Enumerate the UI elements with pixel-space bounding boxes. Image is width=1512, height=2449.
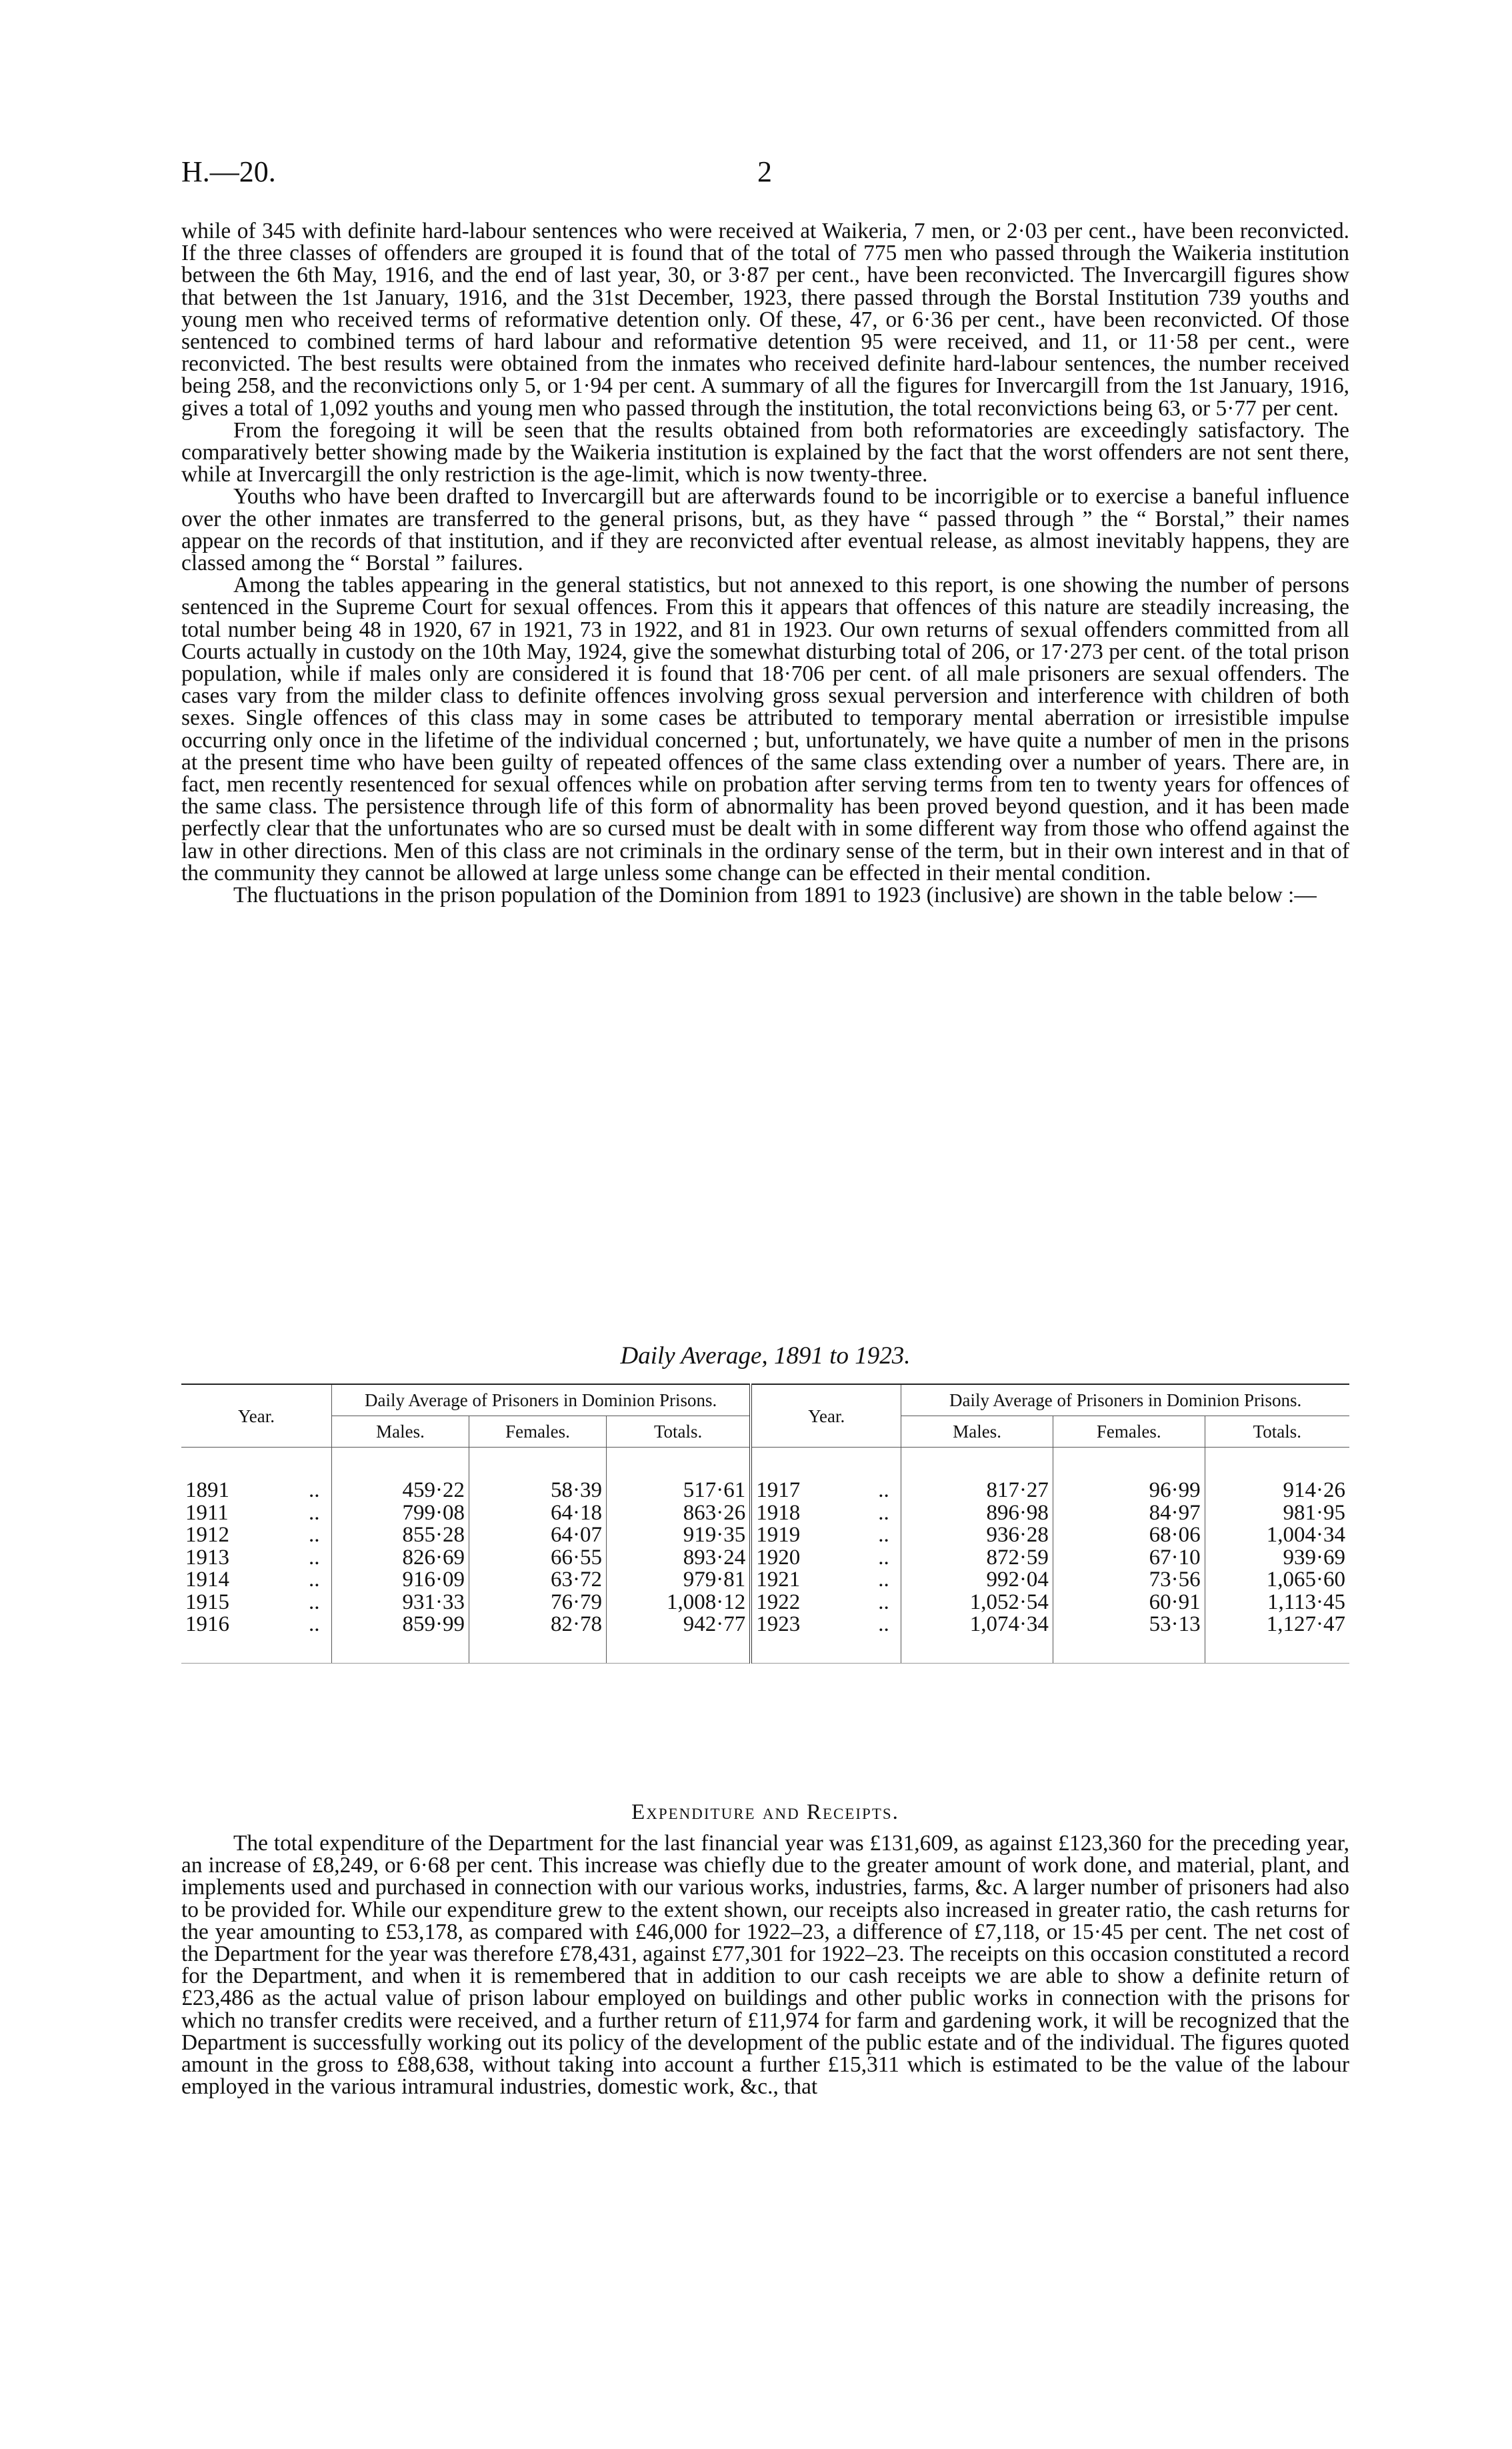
year-cell: 1920 xyxy=(756,1545,801,1570)
females-cell: 82·78 xyxy=(469,1614,606,1636)
females-cell: 68·06 xyxy=(1053,1524,1205,1547)
females-cell: 66·55 xyxy=(469,1547,606,1570)
leader-dots: .. xyxy=(867,1480,901,1502)
totals-cell: 893·24 xyxy=(606,1547,751,1570)
group-header: Daily Average of Prisoners in Dominion Prisons. xyxy=(331,1384,751,1416)
totals-header: Totals. xyxy=(606,1416,751,1448)
females-header: Females. xyxy=(1053,1416,1205,1448)
males-cell: 1,052·54 xyxy=(901,1592,1053,1614)
section-heading: Expenditure and Receipts. xyxy=(631,1800,899,1824)
year-cell: 1916 xyxy=(185,1612,229,1636)
totals-cell: 919·35 xyxy=(606,1524,751,1547)
totals-cell: 981·95 xyxy=(1283,1500,1345,1525)
leader-dots: .. xyxy=(867,1569,901,1592)
males-cell: 826·69 xyxy=(331,1547,469,1570)
leader-dots: .. xyxy=(297,1502,331,1525)
leader-dots: .. xyxy=(867,1614,901,1636)
totals-cell: 1,113·45 xyxy=(1267,1590,1345,1614)
totals-cell: 914·26 xyxy=(1283,1478,1345,1502)
males-cell: 992·04 xyxy=(901,1569,1053,1592)
table-row xyxy=(181,1502,1349,1525)
totals-cell: 517·61 xyxy=(606,1480,751,1502)
body-text-expenditure xyxy=(181,1832,1349,2098)
table-row xyxy=(181,1614,1349,1636)
females-cell: 64·07 xyxy=(469,1524,606,1547)
females-cell: 60·91 xyxy=(1053,1592,1205,1614)
body-text xyxy=(181,220,1349,906)
females-cell: 84·97 xyxy=(1053,1502,1205,1525)
year-cell: 1922 xyxy=(756,1590,801,1614)
table-row xyxy=(181,1480,1349,1502)
year-cell: 1891 xyxy=(185,1478,229,1502)
year-cell: 1921 xyxy=(756,1568,801,1592)
paragraph: The fluctuations in the prison population of the Dominion from 1891 to 1923 (inclusive) are shown in the table below :— xyxy=(233,883,1317,908)
leader-dots: .. xyxy=(867,1524,901,1547)
table-row xyxy=(181,1547,1349,1570)
year-cell: 1923 xyxy=(756,1612,801,1636)
totals-cell: 942·77 xyxy=(606,1614,751,1636)
year-cell: 1915 xyxy=(185,1590,229,1614)
females-cell: 63·72 xyxy=(469,1569,606,1592)
year-header: Year. xyxy=(181,1384,331,1448)
year-cell: 1917 xyxy=(756,1478,801,1502)
year-cell: 1913 xyxy=(185,1545,229,1570)
paragraph: while of 345 with definite hard-labour sentences who were received at Waikeria, 7 men, or 2·03 per cent., have been reconvicted. If the three classes of offenders are grouped it is found that of the total of 775 men who passed through the Waikeria institution between the 6th May, 1916, and the end of last year, 30, or 3·87 per cent., have been reconvicted. The Invercargill figures show that between the 1st January, 1916, and the 31st December, 1923, there passed through the Borstal Institution 739 youths and young men who received terms of reformative detention only. Of these, 47, or 6·36 per cent., have been reconvicted. Of those sentenced to combined terms of hard labour and reformative detention 95 were received, and 11, or 11·58 per cent., were reconvicted. The best results were obtained from the inmates who received definite hard-labour sentences, the number received being 258, and the reconvictions only 5, or 1·94 per cent. A summary of all the figures for Invercargill from the 1st January, 1916, gives a total of 1,092 youths and young men who passed through the institution, the total reconvictions being 63, or 5·77 per cent. xyxy=(181,219,1349,421)
paragraph: Youths who have been drafted to Invercargill but are afterwards found to be incorrigible or to exercise a baneful influence over the other inmates are transferred to the general prisons, but, as they have “ passed through ” the “ Borstal,” their names appear on the records of that institution, and if they are reconvicted after eventual release, as almost inevitably happens, they are classed among the “ Borstal ” failures. xyxy=(181,484,1349,576)
year-cell: 1912 xyxy=(185,1523,229,1547)
females-cell: 64·18 xyxy=(469,1502,606,1525)
totals-cell: 1,065·60 xyxy=(1266,1568,1345,1592)
totals-cell: 939·69 xyxy=(1283,1545,1345,1570)
page-number: 2 xyxy=(757,155,772,188)
leader-dots: .. xyxy=(297,1614,331,1636)
males-cell: 859·99 xyxy=(331,1614,469,1636)
prison-population-table xyxy=(181,1384,1349,1664)
group-header: Daily Average of Prisoners in Dominion Prisons. xyxy=(901,1384,1349,1416)
totals-cell: 863·26 xyxy=(606,1502,751,1525)
year-cell: 1918 xyxy=(756,1500,801,1525)
table-row xyxy=(181,1524,1349,1547)
males-cell: 896·98 xyxy=(901,1502,1053,1525)
totals-cell: 1,127·47 xyxy=(1266,1612,1345,1636)
leader-dots: .. xyxy=(297,1592,331,1614)
paragraph: Among the tables appearing in the general statistics, but not annexed to this report, is one showing the number of persons sentenced in the Supreme Court for sexual offences. From this it appears that offences of this nature are steadily increasing, the total number being 48 in 1920, 67 in 1921, 73 in 1922, and 81 in 1923. Our own returns of sexual offenders committed from all Courts actually in custody on the 10th May, 1924, give the somewhat disturbing total of 206, or 17·273 per cent. of the total prison population, while if males only are considered it is found that 18·706 per cent. of all male prisoners are sexual offenders. The cases vary from the milder class to definite offences involving gross sexual perversion and interference with children of both sexes. Single offences of this class may in some cases be attributed to temporary mental aberration or irresistible impulse occurring only once in the lifetime of the individual concerned ; but, unfortunately, we have quite a number of men in the prisons at the present time who have been guilty of repeated offences of the same class extending over a number of years. There are, in fact, men recently resentenced for sexual offences while on probation after serving terms from ten to twenty years for offences of the same class. The persistence through life of this form of abnormality has been proved beyond question, and it has been made perfectly clear that the unfortunates who are so cursed must be dealt with in some different way from those who offend against the law in other directions. Men of this class are not criminals in the ordinary sense of the term, but in their own interest and in that of the community they cannot be allowed at large unless some change can be effected in their mental condition. xyxy=(181,573,1349,885)
leader-dots: .. xyxy=(867,1547,901,1570)
totals-cell: 979·81 xyxy=(606,1569,751,1592)
leader-dots: .. xyxy=(297,1480,331,1502)
leader-dots: .. xyxy=(297,1547,331,1570)
females-header: Females. xyxy=(469,1416,606,1448)
females-cell: 53·13 xyxy=(1053,1614,1205,1636)
table-row xyxy=(181,1592,1349,1614)
leader-dots: .. xyxy=(867,1502,901,1525)
males-cell: 1,074·34 xyxy=(901,1614,1053,1636)
leader-dots: .. xyxy=(297,1569,331,1592)
females-cell: 96·99 xyxy=(1053,1480,1205,1502)
document-code: H.—20. xyxy=(181,155,276,188)
table-title: Daily Average, 1891 to 1923. xyxy=(620,1342,911,1370)
paragraph: The total expenditure of the Department for the last financial year was £131,609, as against £123,360 for the preceding year, an increase of £8,249, or 6·68 per cent. This increase was chiefly due to the greater amount of work done, and material, plant, and implements used and purchased in connection with our various works, industries, farms, &c. A larger number of prisoners had also to be provided for. While our expenditure grew to the extent shown, our receipts also increased in greater ratio, the cash returns for the year amounting to £53,178, as compared with £46,000 for 1922–23, a difference of £7,118, or 15·45 per cent. The net cost of the Department for the year was therefore £78,431, against £77,301 for 1922–23. The receipts on this occasion constituted a record for the Department, and when it is remembered that in addition to our cash receipts we are able to show a definite return of £23,486 as the actual value of prison labour employed on buildings and other public works in connection with the prisons for which no transfer credits were received, and a further return of £11,974 for farm and gardening work, it will be recognized that the Department is successfully working out its policy of the development of the public estate and of the individual. The figures quoted amount in the gross to £88,638, without taking into account a further £15,311 which is estimated to be the value of the labour employed in the various intramural industries, domestic work, &c., that xyxy=(181,1831,1349,2100)
females-cell: 67·10 xyxy=(1053,1547,1205,1570)
year-cell: 1919 xyxy=(756,1523,801,1547)
males-cell: 931·33 xyxy=(331,1592,469,1614)
table-row xyxy=(181,1569,1349,1592)
totals-header: Totals. xyxy=(1205,1416,1349,1448)
males-header: Males. xyxy=(331,1416,469,1448)
totals-cell: 1,004·34 xyxy=(1266,1523,1345,1547)
leader-dots: .. xyxy=(867,1592,901,1614)
year-header: Year. xyxy=(751,1384,901,1448)
females-cell: 73·56 xyxy=(1053,1569,1205,1592)
males-header: Males. xyxy=(901,1416,1053,1448)
males-cell: 936·28 xyxy=(901,1524,1053,1547)
year-cell: 1914 xyxy=(185,1568,229,1592)
males-cell: 817·27 xyxy=(901,1480,1053,1502)
females-cell: 76·79 xyxy=(469,1592,606,1614)
totals-cell: 1,008·12 xyxy=(606,1592,751,1614)
males-cell: 459·22 xyxy=(331,1480,469,1502)
males-cell: 872·59 xyxy=(901,1547,1053,1570)
paragraph: From the foregoing it will be seen that the results obtained from both reformatories are exceedingly satisfactory. The comparatively better showing made by the Waikeria institution is explained by the fact that the worst offenders are not sent there, while at Invercargill the only restriction is the age-limit, which is now twenty-three. xyxy=(181,417,1349,487)
year-cell: 1911 xyxy=(185,1500,229,1525)
males-cell: 916·09 xyxy=(331,1569,469,1592)
leader-dots: .. xyxy=(297,1524,331,1547)
males-cell: 799·08 xyxy=(331,1502,469,1525)
males-cell: 855·28 xyxy=(331,1524,469,1547)
females-cell: 58·39 xyxy=(469,1480,606,1502)
page-header xyxy=(181,155,1348,195)
